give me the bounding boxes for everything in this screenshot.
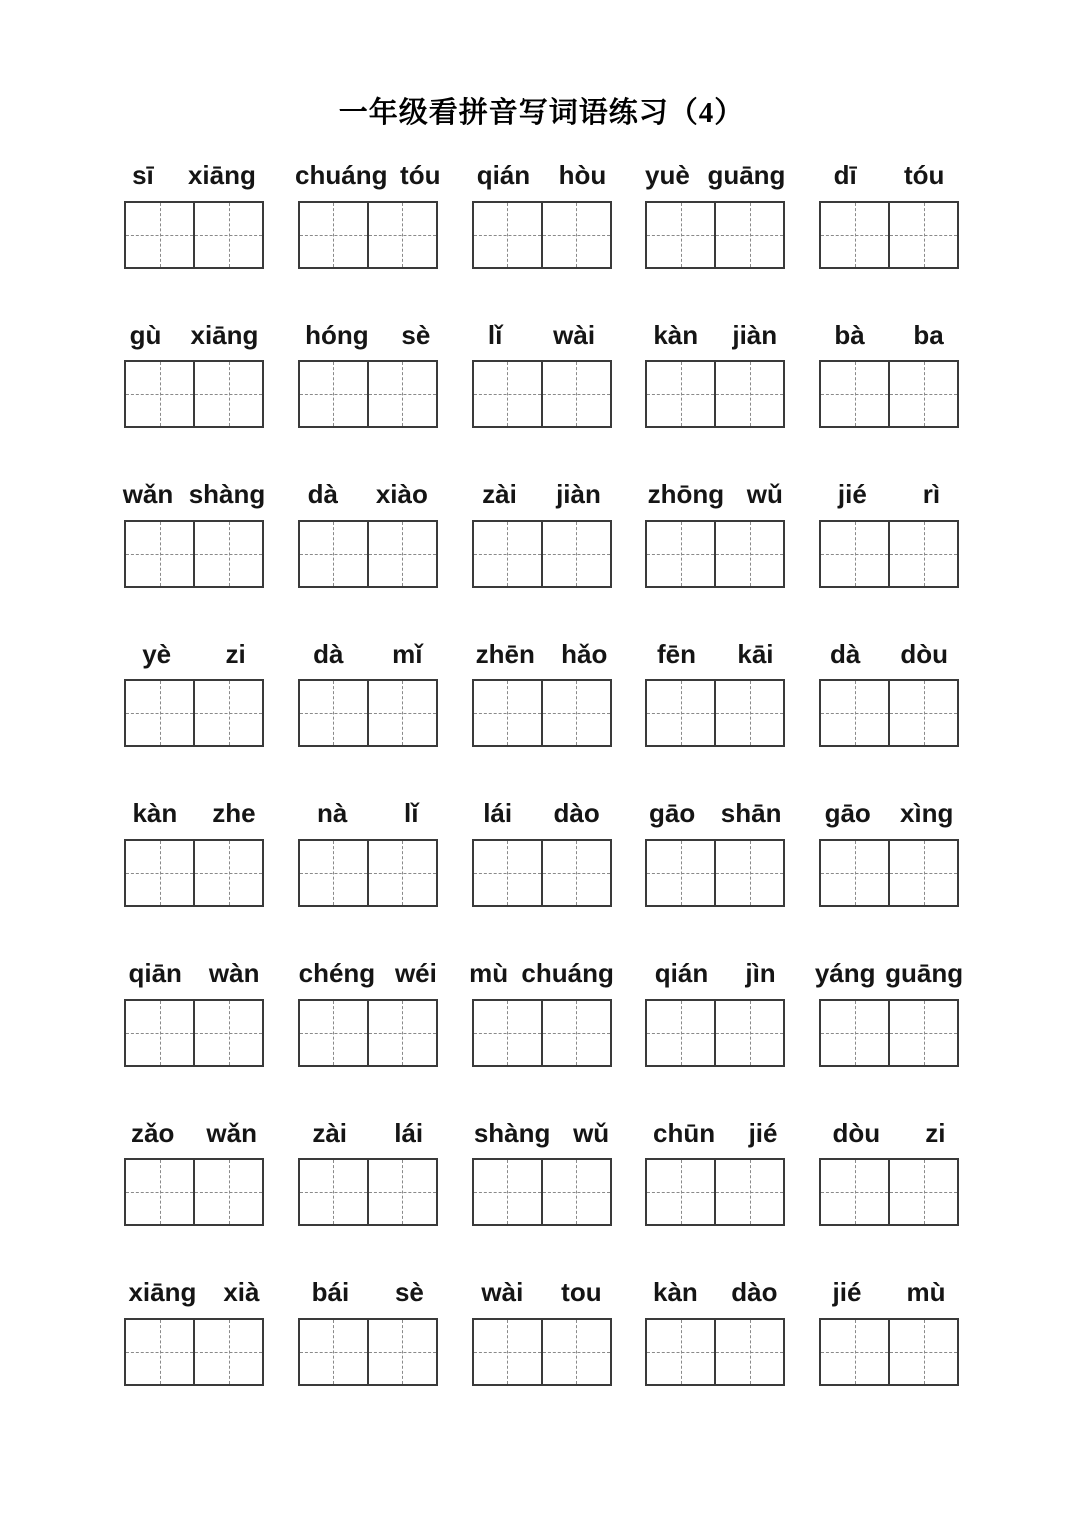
writing-grid xyxy=(819,520,959,588)
pinyin-syllable: shān xyxy=(720,798,782,829)
pinyin-syllable: qiān xyxy=(128,957,182,988)
grid-cell xyxy=(367,841,436,905)
pinyin-syllable: guāng xyxy=(885,957,964,988)
pinyin-syllable: chuáng xyxy=(295,160,388,190)
word-column xyxy=(292,480,444,588)
grid-cell xyxy=(541,841,610,905)
pinyin-syllable: tou xyxy=(561,1277,602,1308)
word-column xyxy=(466,480,618,588)
pinyin-syllable: sè xyxy=(401,319,431,350)
pinyin-syllable: gāo xyxy=(649,798,696,829)
word-column xyxy=(813,321,965,429)
pinyin-label xyxy=(463,480,621,509)
pinyin-syllable: xiào xyxy=(375,479,428,510)
grid-cell xyxy=(193,1001,262,1065)
pinyin-syllable: nà xyxy=(317,798,348,829)
pinyin-label xyxy=(115,480,273,509)
pinyin-syllable: dà xyxy=(830,638,861,669)
grid-cell xyxy=(126,1001,193,1065)
pinyin-label xyxy=(636,640,794,669)
pinyin-label xyxy=(636,1119,794,1148)
pinyin-label xyxy=(115,1119,273,1148)
pinyin-label xyxy=(289,1278,447,1307)
pinyin-syllable: sī xyxy=(132,160,154,190)
pinyin-label xyxy=(463,1119,621,1148)
pinyin-syllable: dòu xyxy=(900,638,948,669)
writing-grid xyxy=(124,999,264,1067)
grid-cell xyxy=(126,1160,193,1224)
grid-cell xyxy=(126,203,193,267)
word-column xyxy=(292,161,444,269)
grid-cell xyxy=(300,522,367,586)
pinyin-syllable: fēn xyxy=(656,638,696,669)
writing-grid xyxy=(298,679,438,747)
pinyin-syllable: xiāng xyxy=(190,319,259,350)
word-column xyxy=(292,321,444,429)
pinyin-syllable: dī xyxy=(833,160,857,190)
pinyin-label xyxy=(115,161,273,190)
writing-grid xyxy=(645,360,785,428)
writing-grid xyxy=(472,999,612,1067)
writing-grid xyxy=(298,1318,438,1386)
pinyin-syllable: dà xyxy=(307,479,338,510)
grid-cell xyxy=(300,681,367,745)
pinyin-syllable: chéng xyxy=(298,957,376,988)
pinyin-label xyxy=(810,640,968,669)
grid-cell xyxy=(126,1320,193,1384)
grid-cell xyxy=(474,1160,541,1224)
pinyin-syllable: jiàn xyxy=(732,319,778,350)
word-column xyxy=(813,480,965,588)
pinyin-label xyxy=(463,640,621,669)
grid-cell xyxy=(888,1320,957,1384)
grid-cell xyxy=(821,841,888,905)
grid-cell xyxy=(714,522,783,586)
word-column xyxy=(466,640,618,748)
pinyin-syllable: dào xyxy=(731,1277,778,1308)
writing-grid xyxy=(819,999,959,1067)
pinyin-syllable: zhēn xyxy=(475,638,535,669)
pinyin-syllable: dà xyxy=(313,638,344,669)
writing-grid xyxy=(472,839,612,907)
writing-grid xyxy=(645,679,785,747)
grid-cell xyxy=(541,681,610,745)
writing-grid xyxy=(645,201,785,269)
writing-grid xyxy=(819,360,959,428)
grid-cell xyxy=(821,362,888,426)
writing-grid xyxy=(124,360,264,428)
pinyin-label xyxy=(115,1278,273,1307)
pinyin-row xyxy=(118,480,965,588)
writing-grid xyxy=(645,520,785,588)
pinyin-label xyxy=(289,959,447,988)
pinyin-label xyxy=(810,321,968,350)
pinyin-syllable: dào xyxy=(553,798,600,829)
pinyin-syllable: wéi xyxy=(394,957,437,988)
writing-grid xyxy=(472,360,612,428)
word-column xyxy=(118,799,270,907)
writing-grid xyxy=(124,839,264,907)
writing-grid xyxy=(298,839,438,907)
pinyin-syllable: kāi xyxy=(737,638,774,669)
grid-cell xyxy=(474,841,541,905)
pinyin-syllable: yáng xyxy=(814,957,876,988)
pinyin-syllable: kàn xyxy=(653,319,699,350)
pinyin-label xyxy=(289,480,447,509)
grid-cell xyxy=(541,1160,610,1224)
pinyin-label xyxy=(636,161,794,190)
pinyin-syllable: hǎo xyxy=(561,638,608,669)
grid-cell xyxy=(647,362,714,426)
pinyin-syllable: zhe xyxy=(212,798,256,829)
pinyin-syllable: zài xyxy=(312,1117,348,1148)
pinyin-label xyxy=(463,161,621,190)
pinyin-syllable: mǐ xyxy=(392,638,423,669)
pinyin-syllable: zi xyxy=(925,1117,946,1148)
word-column xyxy=(813,161,965,269)
pinyin-syllable: xià xyxy=(223,1277,260,1308)
pinyin-syllable: chūn xyxy=(652,1117,716,1148)
grid-cell xyxy=(300,203,367,267)
pinyin-label xyxy=(463,1278,621,1307)
grid-cell xyxy=(647,681,714,745)
grid-cell xyxy=(888,362,957,426)
pinyin-syllable: wǔ xyxy=(746,479,783,510)
pinyin-label xyxy=(636,480,794,509)
word-column xyxy=(813,1278,965,1386)
grid-cell xyxy=(474,522,541,586)
pinyin-label xyxy=(115,959,273,988)
grid-cell xyxy=(367,681,436,745)
grid-cell xyxy=(647,522,714,586)
pinyin-label xyxy=(810,799,968,828)
grid-cell xyxy=(367,362,436,426)
grid-cell xyxy=(367,1001,436,1065)
word-column xyxy=(813,959,965,1067)
pinyin-row xyxy=(118,161,965,269)
pinyin-syllable: wǎn xyxy=(122,479,174,510)
writing-grid xyxy=(819,1158,959,1226)
pinyin-label xyxy=(810,480,968,509)
pinyin-label xyxy=(289,321,447,350)
grid-cell xyxy=(300,362,367,426)
pinyin-label xyxy=(636,959,794,988)
grid-cell xyxy=(714,203,783,267)
pinyin-syllable: dòu xyxy=(832,1117,881,1148)
grid-cell xyxy=(474,362,541,426)
pinyin-syllable: mù xyxy=(906,1277,946,1308)
grid-cell xyxy=(541,522,610,586)
pinyin-syllable: gāo xyxy=(824,798,871,829)
grid-cell xyxy=(300,1320,367,1384)
grid-cell xyxy=(888,203,957,267)
pinyin-row xyxy=(118,321,965,429)
pinyin-syllable: yuè xyxy=(645,160,690,190)
pinyin-syllable: qián xyxy=(654,957,709,988)
grid-cell xyxy=(126,681,193,745)
word-column xyxy=(639,1119,791,1227)
grid-cell xyxy=(126,362,193,426)
writing-grid xyxy=(645,1318,785,1386)
grid-cell xyxy=(647,841,714,905)
pinyin-syllable: jié xyxy=(832,1277,862,1308)
writing-grid xyxy=(298,1158,438,1226)
word-column xyxy=(118,321,270,429)
grid-cell xyxy=(541,1001,610,1065)
grid-cell xyxy=(821,681,888,745)
pinyin-label xyxy=(636,799,794,828)
grid-cell xyxy=(647,203,714,267)
word-column xyxy=(466,799,618,907)
pinyin-label xyxy=(463,799,621,828)
word-column xyxy=(118,480,270,588)
grid-cell xyxy=(300,841,367,905)
word-column xyxy=(813,640,965,748)
word-column xyxy=(639,799,791,907)
pinyin-label xyxy=(810,1119,968,1148)
pinyin-syllable: zi xyxy=(225,638,246,669)
grid-cell xyxy=(714,1001,783,1065)
writing-grid xyxy=(124,201,264,269)
pinyin-label xyxy=(463,959,621,988)
grid-cell xyxy=(888,841,957,905)
writing-grid xyxy=(819,679,959,747)
word-column xyxy=(466,1119,618,1227)
pinyin-label xyxy=(289,1119,447,1148)
pinyin-syllable: sè xyxy=(394,1277,424,1308)
writing-grid xyxy=(298,201,438,269)
grid-cell xyxy=(474,1001,541,1065)
pinyin-syllable: jìn xyxy=(745,957,776,988)
grid-cell xyxy=(193,522,262,586)
pinyin-syllable: rì xyxy=(922,479,941,510)
grid-cell xyxy=(888,522,957,586)
word-column xyxy=(292,1278,444,1386)
pinyin-syllable: xiāng xyxy=(128,1277,197,1308)
pinyin-syllable: kàn xyxy=(132,798,178,829)
grid-cell xyxy=(541,1320,610,1384)
word-column xyxy=(466,321,618,429)
pinyin-syllable: shàng xyxy=(473,1117,551,1148)
word-column xyxy=(639,161,791,269)
pinyin-row xyxy=(118,640,965,748)
writing-grid xyxy=(645,839,785,907)
writing-grid xyxy=(819,839,959,907)
grid-cell xyxy=(647,1320,714,1384)
word-column xyxy=(639,959,791,1067)
pinyin-row xyxy=(118,959,965,1067)
pinyin-label xyxy=(810,161,968,190)
word-column xyxy=(118,640,270,748)
grid-cell xyxy=(367,203,436,267)
writing-grid xyxy=(124,1158,264,1226)
writing-grid xyxy=(645,1158,785,1226)
grid-cell xyxy=(821,522,888,586)
pinyin-syllable: gù xyxy=(129,319,162,350)
pinyin-syllable: lái xyxy=(394,1117,424,1148)
grid-cell xyxy=(714,681,783,745)
word-column xyxy=(118,959,270,1067)
writing-grid xyxy=(472,1158,612,1226)
word-column xyxy=(466,1278,618,1386)
pinyin-syllable: qián xyxy=(476,160,531,190)
pinyin-syllable: kàn xyxy=(652,1277,698,1308)
pinyin-label xyxy=(810,1278,968,1307)
pinyin-row xyxy=(118,1278,965,1386)
grid-cell xyxy=(193,841,262,905)
pinyin-syllable: wàn xyxy=(208,957,260,988)
worksheet-title: 一年级看拼音写词语练习（4） xyxy=(338,97,745,129)
word-column xyxy=(466,161,618,269)
grid-cell xyxy=(821,1160,888,1224)
pinyin-syllable: xìng xyxy=(899,798,954,829)
pinyin-label xyxy=(810,959,968,988)
grid-cell xyxy=(821,203,888,267)
grid-cell xyxy=(821,1320,888,1384)
grid-cell xyxy=(367,1160,436,1224)
pinyin-syllable: jié xyxy=(748,1117,778,1148)
pinyin-label xyxy=(289,640,447,669)
grid-cell xyxy=(821,1001,888,1065)
pinyin-syllable: wǎn xyxy=(206,1117,257,1148)
word-column xyxy=(639,480,791,588)
grid-cell xyxy=(300,1160,367,1224)
pinyin-syllable: shàng xyxy=(188,479,266,510)
grid-cell xyxy=(193,362,262,426)
word-column xyxy=(292,799,444,907)
pinyin-row xyxy=(118,1119,965,1227)
grid-cell xyxy=(647,1160,714,1224)
writing-grid xyxy=(298,360,438,428)
grid-cell xyxy=(193,681,262,745)
word-column xyxy=(118,1278,270,1386)
grid-cell xyxy=(300,1001,367,1065)
pinyin-syllable: hóng xyxy=(305,319,369,350)
pinyin-syllable: lǐ xyxy=(487,319,503,350)
word-column xyxy=(813,799,965,907)
grid-cell xyxy=(888,681,957,745)
writing-grid xyxy=(819,201,959,269)
writing-grid xyxy=(298,520,438,588)
pinyin-syllable: wài xyxy=(553,319,596,350)
pinyin-label xyxy=(289,799,447,828)
writing-grid xyxy=(472,679,612,747)
pinyin-syllable: wǔ xyxy=(573,1117,610,1148)
pinyin-syllable: tóu xyxy=(400,160,441,190)
grid-cell xyxy=(541,362,610,426)
grid-cell xyxy=(714,362,783,426)
writing-grid xyxy=(645,999,785,1067)
pinyin-syllable: zhōng xyxy=(647,479,725,510)
pinyin-label xyxy=(115,321,273,350)
pinyin-syllable: bà xyxy=(834,319,865,350)
pinyin-label xyxy=(463,321,621,350)
grid-cell xyxy=(474,1320,541,1384)
grid-cell xyxy=(193,1320,262,1384)
pinyin-label xyxy=(289,161,447,190)
writing-grid xyxy=(124,679,264,747)
pinyin-label xyxy=(636,1278,794,1307)
pinyin-syllable: ba xyxy=(913,319,944,350)
word-column xyxy=(118,161,270,269)
pinyin-syllable: wài xyxy=(481,1277,524,1308)
writing-grid xyxy=(472,1318,612,1386)
pinyin-row xyxy=(118,799,965,907)
grid-cell xyxy=(888,1160,957,1224)
word-column xyxy=(639,640,791,748)
writing-grid xyxy=(124,1318,264,1386)
grid-cell xyxy=(647,1001,714,1065)
pinyin-syllable: chuáng xyxy=(521,957,614,988)
worksheet-rows xyxy=(118,161,965,1386)
pinyin-syllable: hòu xyxy=(558,160,607,190)
pinyin-label xyxy=(115,640,273,669)
grid-cell xyxy=(474,681,541,745)
pinyin-label xyxy=(636,321,794,350)
grid-cell xyxy=(193,1160,262,1224)
pinyin-syllable: lǐ xyxy=(403,798,419,829)
grid-cell xyxy=(541,203,610,267)
pinyin-syllable: guāng xyxy=(707,160,786,190)
grid-cell xyxy=(367,522,436,586)
pinyin-syllable: zǎo xyxy=(131,1117,175,1148)
pinyin-syllable: jié xyxy=(837,479,867,510)
word-column xyxy=(813,1119,965,1227)
pinyin-syllable: yè xyxy=(142,638,172,669)
writing-grid xyxy=(472,201,612,269)
grid-cell xyxy=(126,841,193,905)
writing-grid xyxy=(819,1318,959,1386)
grid-cell xyxy=(714,1320,783,1384)
writing-grid xyxy=(472,520,612,588)
pinyin-syllable: jiàn xyxy=(556,479,601,510)
grid-cell xyxy=(367,1320,436,1384)
pinyin-syllable: xiāng xyxy=(187,160,256,190)
pinyin-syllable: zài xyxy=(482,479,517,510)
word-column xyxy=(639,321,791,429)
word-column xyxy=(466,959,618,1067)
pinyin-syllable: mù xyxy=(469,957,509,988)
word-column xyxy=(292,959,444,1067)
grid-cell xyxy=(714,841,783,905)
word-column xyxy=(639,1278,791,1386)
pinyin-syllable: bái xyxy=(311,1277,350,1308)
grid-cell xyxy=(474,203,541,267)
writing-grid xyxy=(124,520,264,588)
grid-cell xyxy=(193,203,262,267)
grid-cell xyxy=(888,1001,957,1065)
pinyin-syllable: lái xyxy=(483,798,513,829)
grid-cell xyxy=(714,1160,783,1224)
grid-cell xyxy=(126,522,193,586)
word-column xyxy=(118,1119,270,1227)
writing-grid xyxy=(298,999,438,1067)
word-column xyxy=(292,1119,444,1227)
word-column xyxy=(292,640,444,748)
pinyin-label xyxy=(115,799,273,828)
pinyin-syllable: tóu xyxy=(903,160,945,190)
